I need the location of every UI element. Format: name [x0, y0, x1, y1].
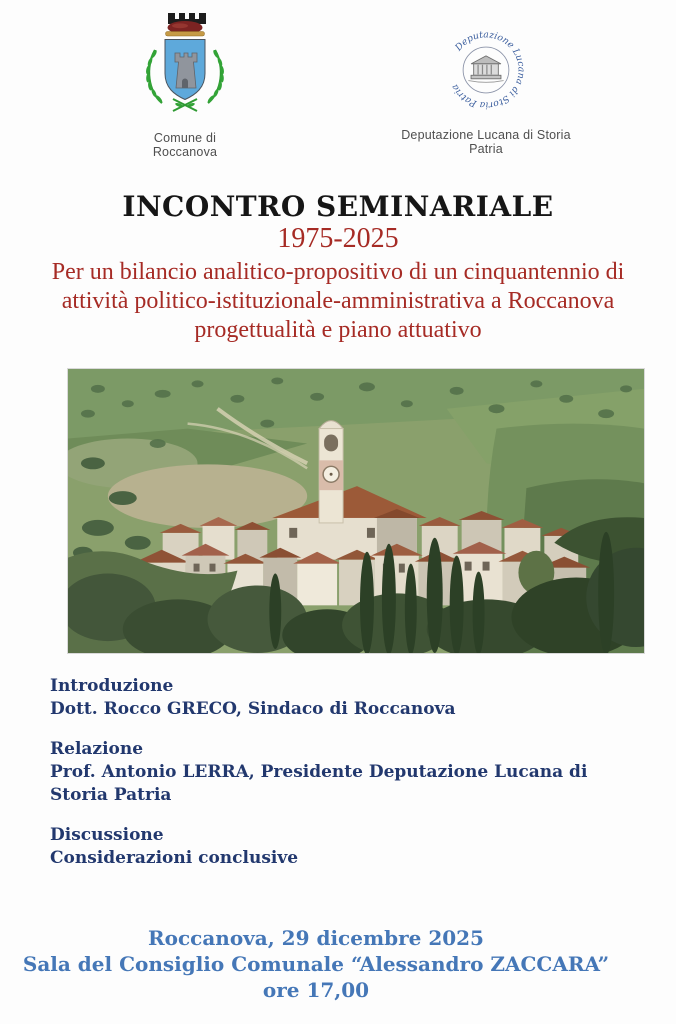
program-detail: Dott. Rocco GRECO, Sindaco di Roccanova — [50, 699, 456, 719]
subtitle-line-3: progettualità e piano attuativo — [194, 317, 482, 343]
program-detail: Considerazioni conclusive — [50, 848, 299, 868]
comune-logo-block — [131, 10, 239, 159]
program-detail: Prof. Antonio LERRA, Presidente Deputazione Lucana di Storia Patria — [50, 762, 588, 805]
program-section-relazione — [50, 738, 650, 807]
program-list — [50, 675, 650, 887]
comune-logo-caption: Comune di Roccanova — [152, 131, 218, 159]
subtitle-line-2: attività politico-istituzionale-amministrativa a Roccanova — [61, 288, 615, 314]
event-venue: Sala del Consiglio Comunale “Alessandro ZACCARA” — [22, 952, 610, 976]
poster-years: 1975-2025 — [277, 223, 399, 254]
event-time: ore 17,00 — [262, 978, 370, 1002]
seal-circular-text: Deputazione Lucana di Storia Patria — [449, 29, 527, 111]
poster-title: INCONTRO SEMINARIALE — [122, 190, 554, 223]
event-date: Roccanova, 29 dicembre 2025 — [148, 926, 484, 950]
deputazione-logo-block — [391, 26, 581, 156]
program-heading: Relazione — [50, 739, 144, 759]
program-section-discussione — [50, 824, 650, 870]
poster-subtitle — [0, 258, 676, 345]
village-photo-illustration — [68, 369, 644, 653]
village-photo — [67, 368, 645, 654]
program-heading: Introduzione — [50, 676, 174, 696]
comune-coat-of-arms-icon — [135, 10, 235, 120]
subtitle-line-1: Per un bilancio analitico-propositivo di un cinquantennio di — [51, 259, 625, 285]
deputazione-seal-icon — [442, 26, 530, 114]
event-details — [0, 925, 632, 1003]
program-heading: Discussione — [50, 825, 164, 845]
deputazione-logo-caption: Deputazione Lucana di Storia Patria — [401, 128, 571, 156]
program-section-introduzione — [50, 675, 650, 721]
